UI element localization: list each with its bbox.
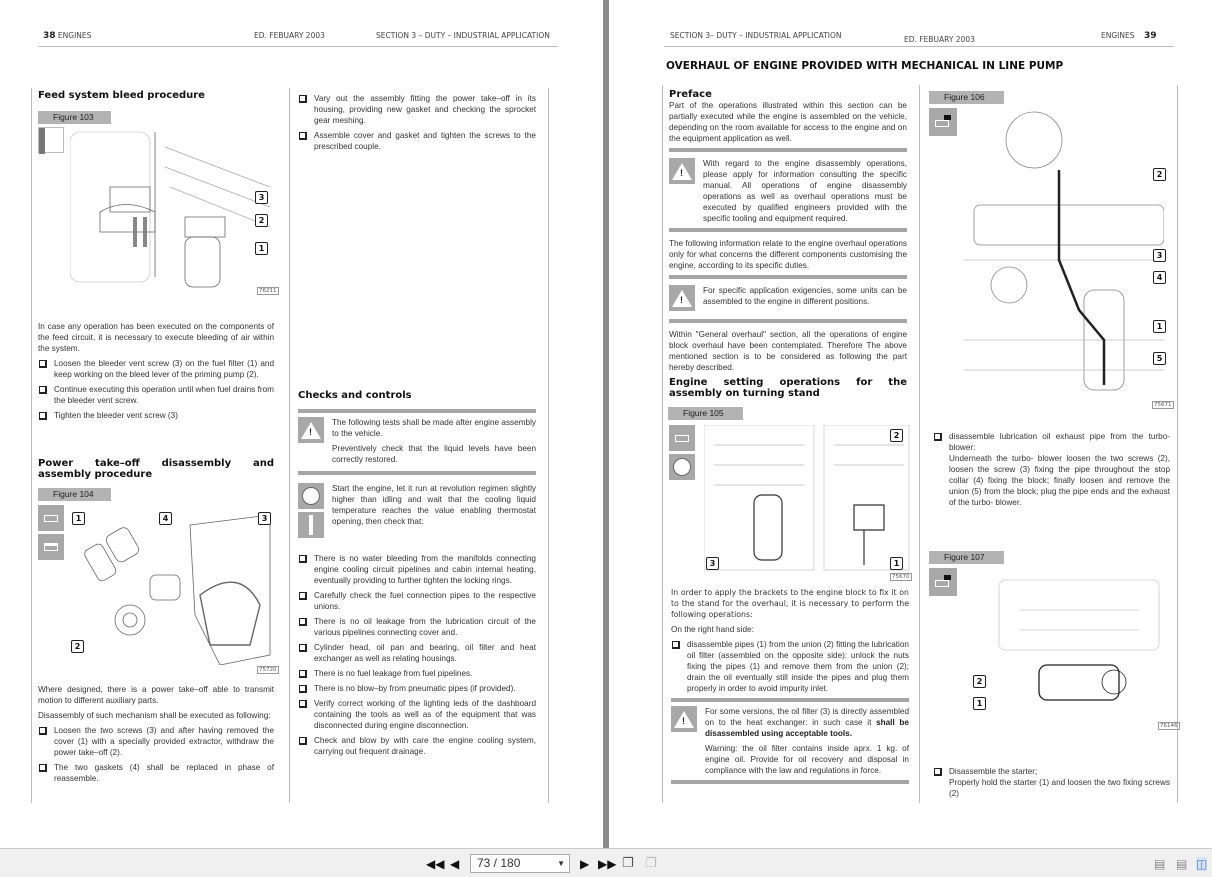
- paragraph: Part of the operations illustrated within this section can be partially executed while the engine is assembled on the vehicle, depending on the room available for access to the engine and on the equipment application as well.: [669, 101, 907, 143]
- list-item: Vary out the assembly fitting the power take–off in its housing, providing new gasket and checking the sprocket gear meshing.: [298, 93, 536, 126]
- figure-103-drawing: [70, 127, 280, 292]
- list-item: disassemble pipes (1) from the union (2) fitting the lubrication oil filter (assembled on the opposite side): unlock the nuts fixing the pipes (1) and remove them from the union (2); drain the oil eventually still inside the pipes and plug them properly in order to avoid impurity inlet.: [671, 639, 909, 694]
- figure-callout: 1: [72, 512, 85, 525]
- column-divider: [31, 88, 32, 803]
- divider-bar: [669, 275, 907, 279]
- paragraph: The following information relate to the engine overhaul operations only for what concerns the different components customising the engine, according to its specific duties.: [669, 239, 907, 270]
- figure-callout: 1: [255, 242, 268, 255]
- page-number-input[interactable]: 73 / 180 ▼: [470, 854, 570, 873]
- checkbox-bullet-icon: [39, 727, 47, 735]
- header-chapter: SECTION 3 – DUTY – INDUSTRIAL APPLICATION: [376, 31, 550, 40]
- list-item: There is no fuel leakage from fuel pipelines.: [298, 668, 536, 679]
- paragraph: Where designed, there is a power take–off able to transmit motion to different auxiliary parts.: [38, 685, 274, 705]
- figure-callout: 3: [706, 557, 719, 570]
- page-title: OVERHAUL OF ENGINE PROVIDED WITH MECHANICAL IN LINE PUMP: [666, 60, 1064, 72]
- copy-page-icon[interactable]: ❐: [622, 856, 634, 871]
- figure-callout: 4: [1153, 271, 1166, 284]
- chevron-down-icon[interactable]: ▼: [557, 859, 565, 868]
- figure-callout: 3: [255, 191, 268, 204]
- list-item: Continue executing this operation until when fuel drains from the bleeder vent screw.: [38, 384, 274, 406]
- column-divider: [548, 88, 549, 803]
- view-symbol-icon: [38, 534, 64, 560]
- figure-callout: 1: [1153, 320, 1166, 333]
- checkbox-bullet-icon: [934, 768, 942, 776]
- header-divider: [664, 46, 1174, 47]
- first-page-icon[interactable]: ◀◀: [426, 857, 445, 871]
- warning-text: For some versions, the oil filter (3) is directly assembled on to the heat exchanger: in such case it shall be disassembled using acceptable tools.: [705, 707, 909, 738]
- view-symbol-icon: [38, 505, 64, 531]
- figure-label: Figure 106: [929, 91, 1004, 104]
- divider-bar: [669, 148, 907, 152]
- checkbox-bullet-icon: [39, 764, 47, 772]
- view-symbol-icon: [929, 568, 957, 596]
- list-item: The two gaskets (4) shall be replaced in phase of reassemble.: [38, 762, 274, 784]
- figure-code: 75720: [259, 667, 277, 673]
- header-chapter: SECTION 3– DUTY – INDUSTRIAL APPLICATION: [670, 31, 842, 40]
- column-divider: [289, 88, 290, 803]
- list-item: Cylinder head, oil pan and bearing, oil filter and heat exchanger as well as relating housings.: [298, 642, 536, 664]
- next-page-icon[interactable]: ▶: [580, 857, 590, 871]
- list-item: Carefully check the fuel connection pipes to the respective unions.: [298, 590, 536, 612]
- filter-symbol-icon: [38, 127, 64, 153]
- figure-code: 76211: [259, 288, 277, 294]
- paragraph: On the right hand side:: [671, 625, 754, 634]
- right-page: [609, 0, 1212, 848]
- figure-callout: 2: [255, 214, 268, 227]
- figure-callout: 5: [1153, 352, 1166, 365]
- continuous-view-icon[interactable]: ▤: [1176, 857, 1188, 871]
- checkbox-bullet-icon: [299, 618, 307, 626]
- paragraph: Start the engine, let it run at revolution regimen slightly higher than idling and wait that the cooling liquid temperature reaches the value enabling thermostat opening, then check that:: [332, 484, 536, 526]
- view-symbol-icon: [669, 425, 695, 451]
- last-page-icon[interactable]: ▶▶: [598, 857, 617, 871]
- warning-icon: [671, 706, 697, 732]
- figure-callout: 1: [973, 697, 986, 710]
- figure-code: 76146: [1160, 723, 1178, 729]
- paragraph: In case any operation has been executed on the components of the feed circuit, it is necessary to execute bleeding of air within the system.: [38, 322, 274, 353]
- list-item: There is no blow–by from pneumatic pipes (if provided).: [298, 683, 536, 694]
- paragraph: Disassembly of such mechanism shall be executed as following:: [38, 711, 271, 720]
- figure-callout: 3: [258, 512, 271, 525]
- divider-bar: [671, 780, 909, 784]
- column-divider: [662, 85, 663, 803]
- left-page: [0, 0, 603, 848]
- figure-104-drawing: [70, 505, 275, 665]
- figure-label: Figure 104: [38, 488, 111, 501]
- warning-text: Warning: the oil filter contains inside aprx. 1 kg. of engine oil. Provide for oil recovery and disposal in compliance with the law and regulations in force.: [705, 744, 909, 775]
- list-item: Tighten the bleeder vent screw (3): [38, 410, 274, 421]
- paragraph: Within "General overhaul" section, all the operations of engine block overhaul have been contemplated. Therefore The above mentioned section is to be considered as following the part hereby described.: [669, 330, 907, 372]
- divider-bar: [671, 698, 909, 702]
- previous-page-icon[interactable]: ◀: [450, 857, 460, 871]
- engine-running-icon: [298, 483, 324, 509]
- viewer-toolbar: [0, 848, 1212, 877]
- checkbox-bullet-icon: [39, 360, 47, 368]
- warning-text: Preventively check that the liquid levels have been correctly restored.: [332, 444, 536, 464]
- list-item: disassemble lubrication oil exhaust pipe from the turbo-blower: Underneath the turbo- blower loosen the two screws (2), loosen the screw (3) fixing the pipe throughout the stop collar (4) fixing the block; finally loosen and remove the union (5) from the block; plug the pipe ends and the exhaust of the turbo- blower.: [933, 431, 1170, 508]
- checkbox-bullet-icon: [299, 132, 307, 140]
- thermostat-icon: [298, 512, 324, 538]
- warning-icon: [669, 158, 695, 184]
- list-item: There is no oil leakage from the lubrication circuit of the various pipelines connecting cover and.: [298, 616, 536, 638]
- figure-callout: 3: [1153, 249, 1166, 262]
- section-title: Engine setting operations for the assembly on turning stand: [669, 377, 907, 399]
- page-number: 38: [43, 31, 56, 41]
- figure-105-drawing: [704, 425, 911, 573]
- header-section: ENGINES: [1101, 31, 1135, 40]
- checkbox-bullet-icon: [299, 685, 307, 693]
- checkbox-bullet-icon: [299, 700, 307, 708]
- warning-icon: [298, 417, 324, 443]
- warning-icon: [669, 285, 695, 311]
- header-edition: ED. FEBUARY 2003: [254, 31, 325, 40]
- checkbox-bullet-icon: [934, 433, 942, 441]
- checkbox-bullet-icon: [672, 641, 680, 649]
- figure-callout: 1: [890, 557, 903, 570]
- warning-text: With regard to the engine disassembly operations, please apply for information consulting the specific manual. All operations of engine disassembly operations as well as overhaul operations must be executed by qualified engineers provided with the specific tooling and equipment required.: [703, 159, 907, 223]
- divider-bar: [298, 471, 536, 475]
- section-title: Feed system bleed procedure: [38, 90, 205, 101]
- figure-code: 75670: [892, 574, 910, 580]
- column-divider: [919, 85, 920, 803]
- filter-wrench-icon: [669, 454, 695, 480]
- checkbox-bullet-icon: [299, 95, 307, 103]
- figure-callout: 2: [973, 675, 986, 688]
- paste-page-icon[interactable]: ❐: [645, 856, 657, 871]
- list-item: Verify correct working of the lighting leds of the dashboard containing the tools as well as of the equipment that was disconnected during engine disconnection.: [298, 698, 536, 731]
- figure-label: Figure 105: [668, 407, 743, 420]
- divider-bar: [669, 319, 907, 323]
- list-item: Disassemble the starter; Properly hold the starter (1) and loosen the two fixing screws (2): [933, 766, 1170, 799]
- figure-106-drawing: [964, 110, 1164, 400]
- checkbox-bullet-icon: [299, 644, 307, 652]
- column-divider: [1177, 85, 1178, 803]
- figure-callout: 4: [159, 512, 172, 525]
- checkbox-bullet-icon: [299, 592, 307, 600]
- figure-callout: 2: [71, 640, 84, 653]
- header-edition: ED. FEBUARY 2003: [904, 35, 975, 44]
- two-page-view-icon[interactable]: ◫: [1196, 857, 1208, 871]
- list-item: Assemble cover and gasket and tighten the screws to the prescribed couple.: [298, 130, 536, 152]
- header-divider: [38, 46, 558, 47]
- checkbox-bullet-icon: [299, 555, 307, 563]
- page-number: 39: [1144, 31, 1157, 41]
- section-title: Power take–off disassembly and assembly procedure: [38, 458, 274, 480]
- list-item: Loosen the two screws (3) and after having removed the cover (1) with a specially provided extractor, withdraw the power take–off (2).: [38, 725, 274, 758]
- list-item: Loosen the bleeder vent screw (3) on the fuel filter (1) and keep working on the bleed lever of the priming pump (2).: [38, 358, 274, 380]
- figure-107-drawing: [989, 570, 1169, 720]
- list-item: There is no water bleeding from the manifolds connecting engine cooling circuit pipelines and cabin internal heating, eventually providing to further tighten the locking rings.: [298, 553, 536, 586]
- divider-bar: [298, 409, 536, 413]
- checkbox-bullet-icon: [299, 737, 307, 745]
- checkbox-bullet-icon: [39, 412, 47, 420]
- header-section: ENGINES: [57, 31, 92, 40]
- divider-bar: [669, 228, 907, 232]
- warning-text: For specific application exigencies, some units can be assembled to the engine in different positions.: [703, 286, 907, 306]
- figure-callout: 2: [890, 429, 903, 442]
- figure-label: Figure 107: [929, 551, 1004, 564]
- warning-text: The following tests shall be made after engine assembly to the vehicle.: [332, 418, 536, 438]
- figure-code: 75671: [1154, 402, 1172, 408]
- single-page-view-icon[interactable]: ▤: [1154, 857, 1166, 871]
- checkbox-bullet-icon: [299, 670, 307, 678]
- checkbox-bullet-icon: [39, 386, 47, 394]
- list-item: Check and blow by with care the engine cooling system, carrying out frequent drainage.: [298, 735, 536, 757]
- figure-callout: 2: [1153, 168, 1166, 181]
- view-symbol-icon: [929, 108, 957, 136]
- section-title: Checks and controls: [298, 390, 412, 401]
- section-title: Preface: [669, 89, 712, 100]
- paragraph: In order to apply the brackets to the engine block to fix it on to the stand for the overhaul, it is necessary to perform the following operations:: [671, 588, 909, 619]
- figure-label: Figure 103: [38, 111, 111, 124]
